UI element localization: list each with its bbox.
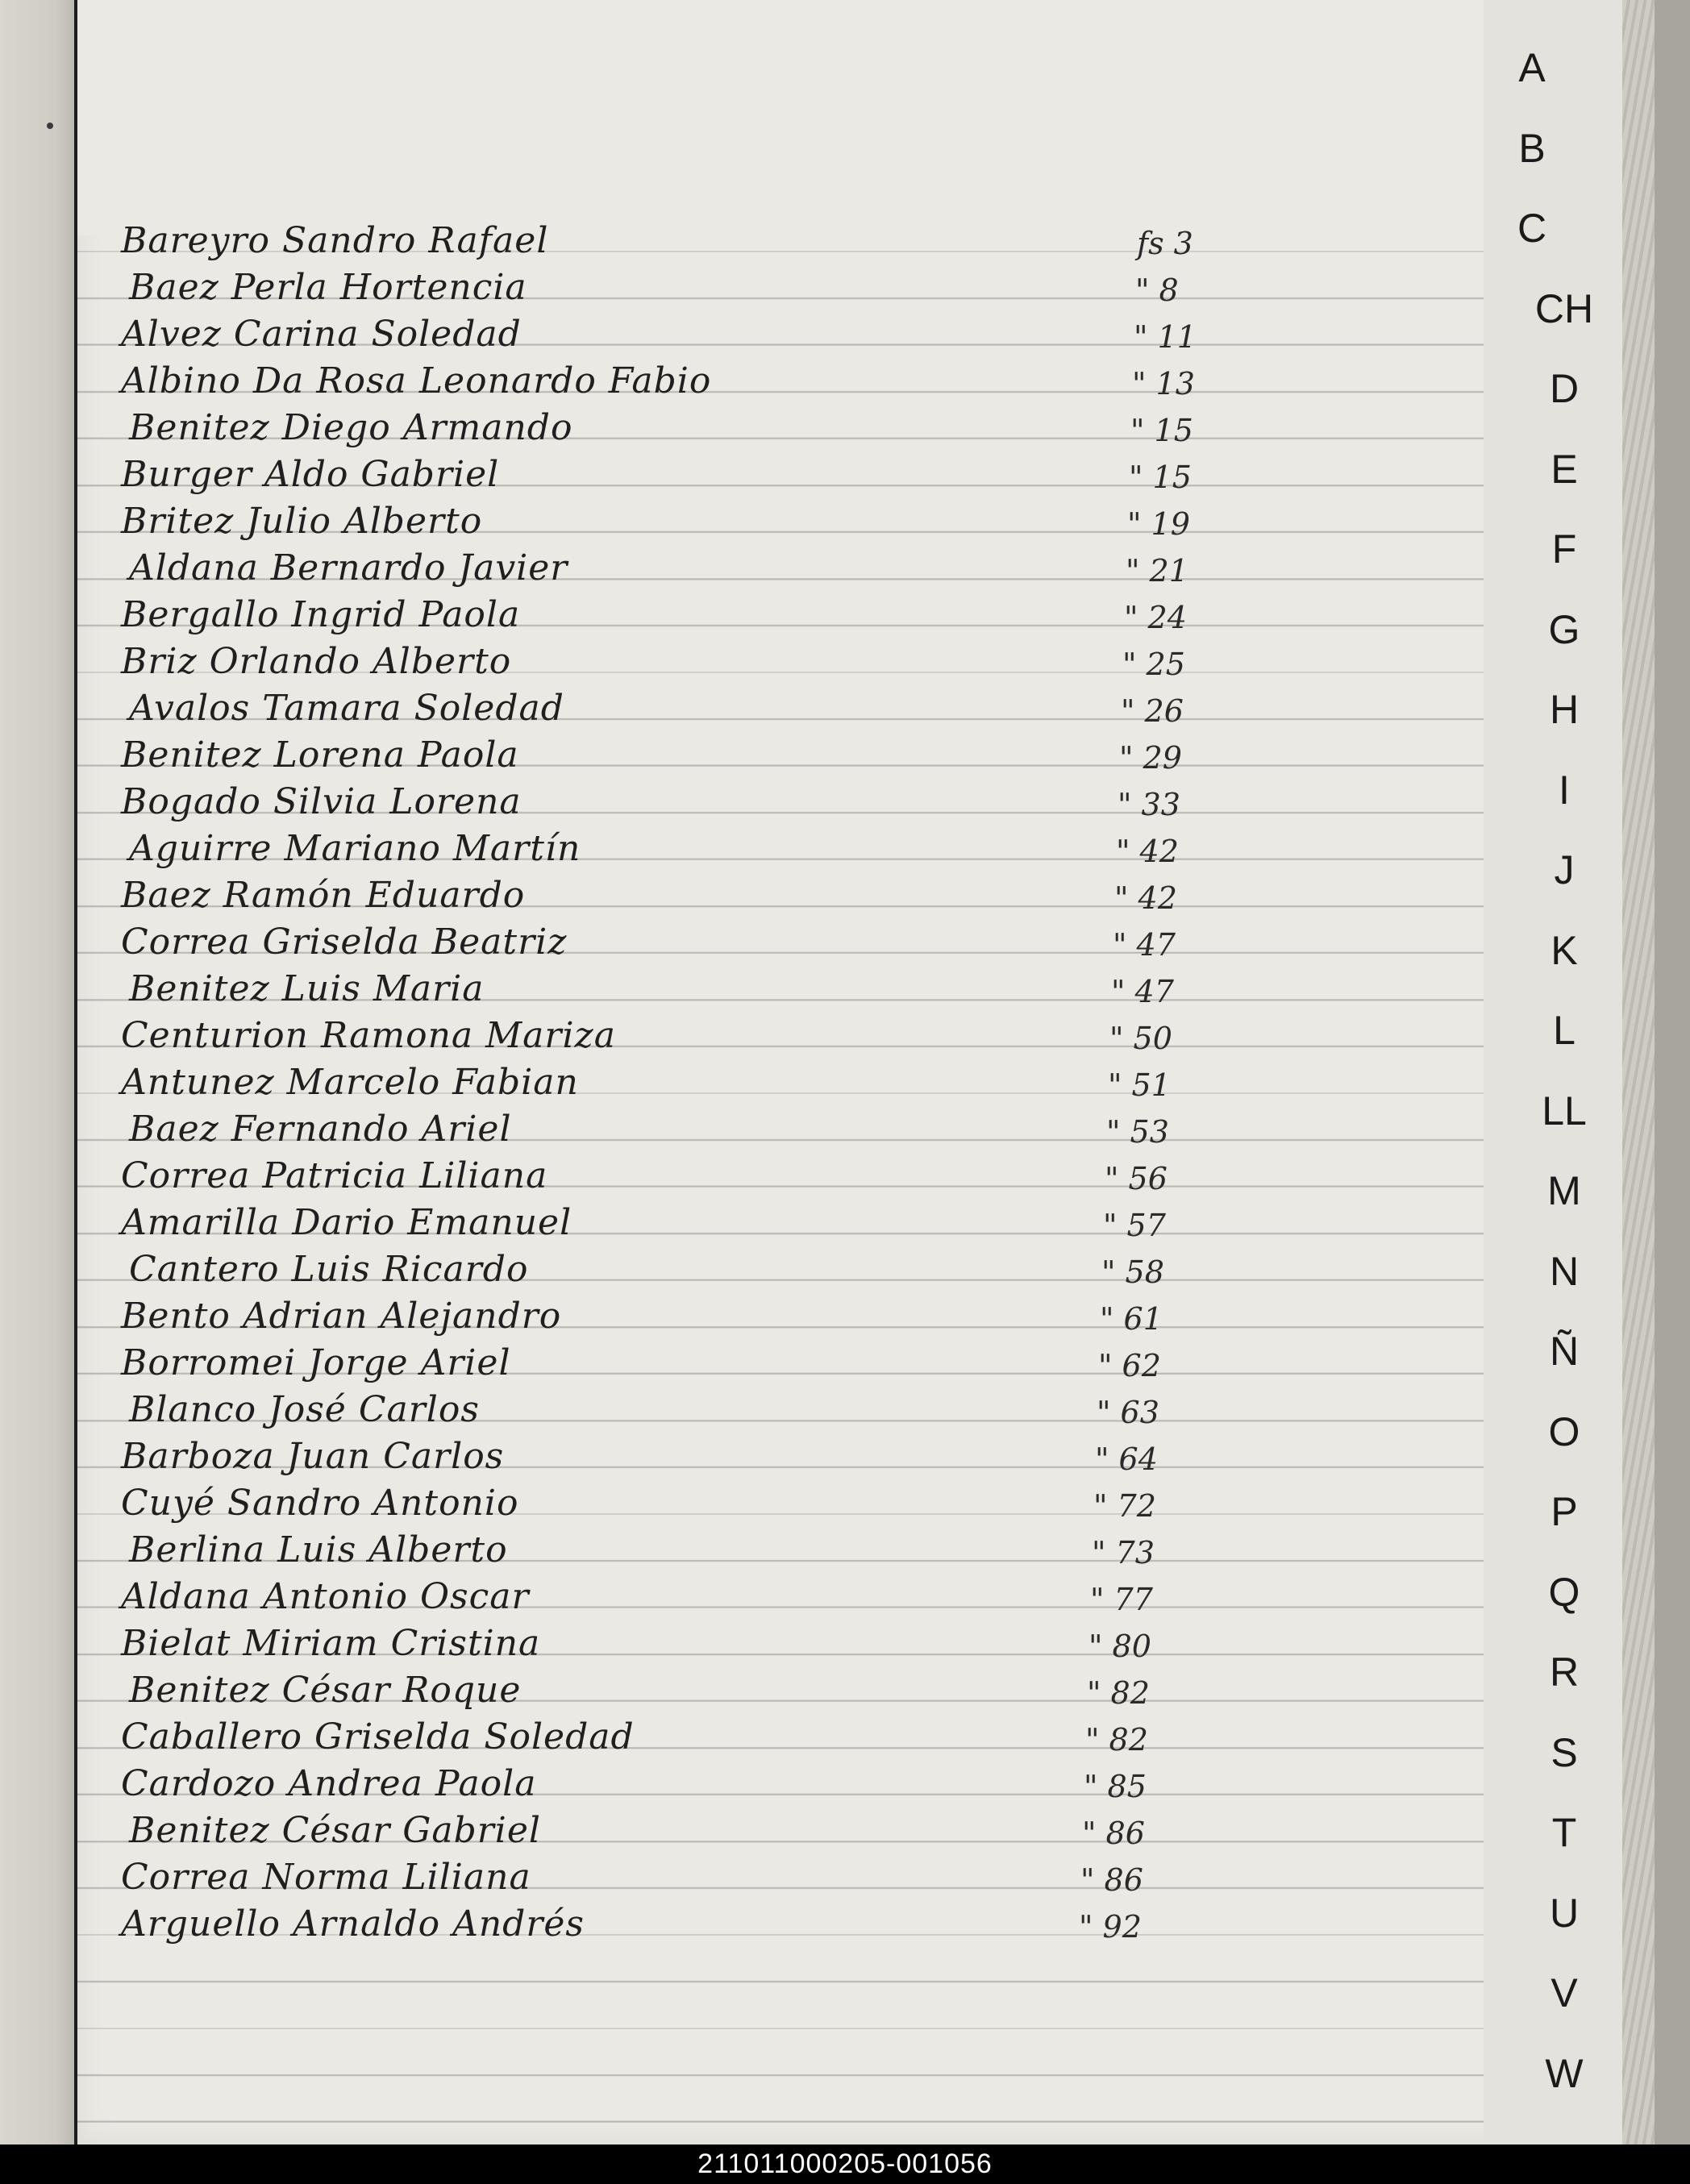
entry-name: Bergallo Ingrid Paola [121,594,521,635]
entry-name: Correa Norma Liliana [121,1857,531,1898]
entry-name: Aguirre Mariano Martín [129,828,581,869]
list-item [121,1901,1492,1948]
entry-folio: " 15 [1129,460,1192,495]
tab-letter: T [1551,1810,1577,1855]
list-item [121,405,1492,451]
entry-name: Blanco José Carlos [129,1389,480,1430]
entry-name: Cuyé Sandro Antonio [121,1483,519,1524]
list-item [121,264,1492,311]
list-item [121,358,1492,405]
entry-folio: " 47 [1113,927,1176,963]
entry-folio: " 50 [1109,1021,1172,1056]
entry-name: Caballero Griselda Soledad [121,1716,635,1758]
entry-name: Burger Aldo Gabriel [121,454,500,495]
tab-edge-texture [1622,0,1655,2144]
list-item [121,639,1492,685]
list-item [121,1013,1492,1059]
entry-folio: " 58 [1101,1254,1164,1290]
list-item [121,1854,1492,1901]
entry-name: Antunez Marcelo Fabian [121,1062,579,1103]
entry-folio: " 53 [1106,1114,1169,1150]
tab-letter: CH [1534,285,1594,331]
entry-name: Bareyro Sandro Rafael [121,220,549,261]
list-item [121,1620,1492,1667]
list-item [121,1714,1492,1761]
entry-name: Correa Patricia Liliana [121,1155,548,1196]
entry-name: Centurion Ramona Mariza [121,1015,616,1056]
entry-name: Avalos Tamara Soledad [129,688,564,729]
tab-letter: H [1549,687,1580,732]
tab-letter: I [1559,767,1570,813]
list-item [121,1059,1492,1106]
entry-folio: " 63 [1097,1395,1159,1430]
tab-letter: LL [1542,1088,1587,1134]
list-item [121,1246,1492,1293]
entry-name: Benitez César Roque [129,1670,522,1711]
entry-name: Barboza Juan Carlos [121,1436,505,1477]
list-item [121,1667,1492,1714]
tab-letter: W [1545,2050,1584,2096]
list-item [121,311,1492,358]
entry-name: Benitez Diego Armando [129,407,573,448]
entry-folio: " 25 [1122,647,1185,682]
entry-folio: " 86 [1082,1816,1145,1851]
tab-letter: V [1551,1970,1578,2016]
entry-name: Baez Perla Hortencia [129,267,527,308]
tab-letter: P [1551,1489,1578,1534]
entry-folio: " 62 [1098,1348,1161,1383]
tab-letter: L [1553,1008,1576,1053]
list-item [121,1200,1492,1246]
entry-name: Bielat Miriam Cristina [121,1623,541,1664]
tab-letter: M [1547,1168,1581,1213]
entry-folio: " 13 [1132,366,1195,401]
entry-folio: " 80 [1089,1629,1151,1664]
entry-folio: " 8 [1135,272,1179,308]
entry-name: Aldana Bernardo Javier [129,547,568,589]
entry-name: Briz Orlando Alberto [121,641,512,682]
tab-letter: R [1549,1649,1580,1695]
entry-folio: " 61 [1100,1301,1163,1337]
entry-folio: " 47 [1111,974,1174,1009]
list-item [121,498,1492,545]
list-item [121,872,1492,919]
entry-name: Arguello Arnaldo Andrés [121,1903,585,1945]
binding-strip [0,0,79,2144]
list-item [121,545,1492,592]
list-item [121,1387,1492,1433]
tab-letter: J [1554,847,1575,892]
list-item [121,779,1492,826]
entry-folio: " 51 [1108,1067,1171,1103]
entry-name: Aldana Antonio Oscar [121,1576,530,1617]
list-item [121,1527,1492,1574]
list-item [121,1106,1492,1153]
entry-folio: " 24 [1124,600,1187,635]
entry-folio: " 85 [1084,1769,1147,1804]
entry-name: Benitez César Gabriel [129,1810,541,1851]
tab-letter: C [1517,206,1547,251]
entry-name: Baez Fernando Ariel [129,1109,512,1150]
list-item [121,685,1492,732]
tab-letter: K [1551,927,1578,973]
list-item [121,592,1492,639]
entry-name: Berlina Luis Alberto [129,1529,508,1570]
list-item [121,826,1492,872]
entry-name: Cardozo Andrea Paola [121,1763,537,1804]
tab-letter: B [1518,125,1546,171]
tab-letter: Ñ [1549,1329,1580,1374]
entry-name: Bento Adrian Alejandro [121,1296,562,1337]
entry-name: Benitez Lorena Paola [121,734,519,776]
entry-folio: " 33 [1118,787,1180,822]
tab-letter: O [1548,1408,1580,1454]
entry-folio: " 77 [1090,1582,1153,1617]
image-caption: 211011000205-001056 [0,2144,1690,2184]
entry-name: Amarilla Dario Emanuel [121,1202,572,1243]
list-item [121,1574,1492,1620]
entry-folio: " 56 [1105,1161,1168,1196]
entry-name: Cantero Luis Ricardo [129,1249,529,1290]
entry-name: Alvez Carina Soledad [121,314,522,355]
list-item [121,1808,1492,1854]
tab-letter: S [1551,1729,1578,1775]
entry-name: Baez Ramón Eduardo [121,875,526,916]
list-item [121,451,1492,498]
entry-folio: " 57 [1103,1208,1166,1243]
list-item [121,1340,1492,1387]
list-item [121,1153,1492,1200]
tab-letter: D [1549,366,1580,411]
tab-letter: N [1549,1248,1580,1294]
entry-folio: " 72 [1093,1488,1156,1524]
entry-name: Correa Griselda Beatriz [121,921,568,963]
entry-name: Benitez Luis Maria [129,968,485,1009]
entry-name: Britez Julio Alberto [121,501,483,542]
entry-folio: " 29 [1119,740,1182,776]
entry-folio: " 86 [1080,1862,1143,1898]
entry-folio: " 82 [1087,1675,1150,1711]
entry-folio: fs 3 [1137,226,1193,261]
binding-mark [47,123,53,129]
list-item [121,1293,1492,1340]
entry-folio: " 15 [1130,413,1193,448]
list-item [121,919,1492,966]
entry-folio: " 92 [1079,1909,1142,1945]
tab-letter: G [1548,606,1580,652]
entry-folio: " 42 [1114,880,1177,916]
entry-folio: " 82 [1085,1722,1148,1758]
tab-letter: A [1518,45,1546,90]
entry-name: Albino Da Rosa Leonardo Fabio [121,360,712,401]
tab-letter: F [1551,526,1577,572]
entry-name: Borromei Jorge Ariel [121,1342,511,1383]
list-item [121,732,1492,779]
list-item [121,1433,1492,1480]
entry-name: Bogado Silvia Lorena [121,781,522,822]
page-right-edge [1655,0,1690,2144]
list-item [121,218,1492,264]
entry-folio: " 42 [1116,834,1179,869]
list-item [121,1761,1492,1808]
entry-folio: " 21 [1126,553,1188,589]
entry-folio: " 26 [1121,693,1184,729]
entry-folio: " 19 [1127,506,1190,542]
list-item [121,966,1492,1013]
tab-letter: E [1551,446,1578,492]
entry-folio: " 64 [1095,1441,1158,1477]
entry-folio: " 73 [1092,1535,1155,1570]
ledger-sheet-header [77,0,1521,235]
tab-letter: U [1549,1890,1580,1936]
list-item [121,1480,1492,1527]
entry-folio: " 11 [1134,319,1197,355]
tab-letter: Q [1548,1569,1580,1615]
